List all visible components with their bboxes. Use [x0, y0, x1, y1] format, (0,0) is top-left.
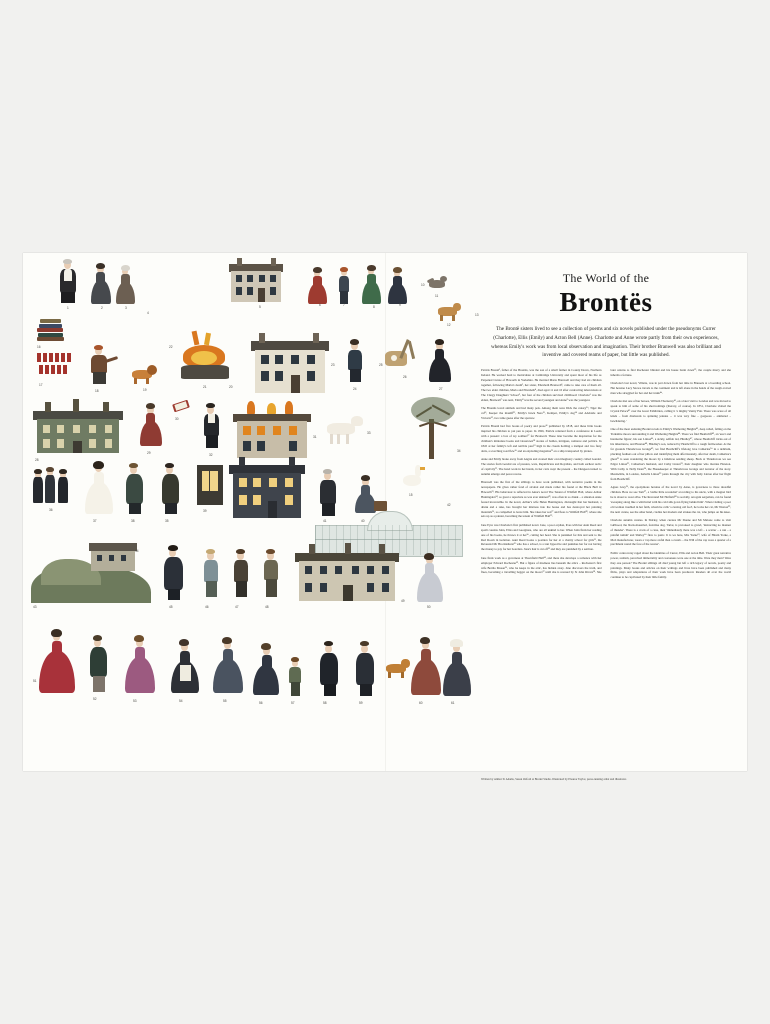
fig-num-16: 16	[37, 345, 41, 349]
fig-num-27: 27	[439, 387, 443, 391]
fig-num-42: 42	[447, 503, 451, 507]
fig-num-51: 51	[33, 679, 37, 683]
poster-credit: Written by Amber St Adams, Susan Oxford at Brontë Studio. Illustrated by Eleanor Taylor, press-running artist and illustrator.	[481, 777, 627, 781]
figure-edgar-linton	[85, 635, 111, 693]
fig-num-37: 37	[93, 519, 97, 523]
body-paragraph: Charlotte's last novel, Villette, was in part drawn from her time in Brussels at a boarding school. Her heroine Lucy Snowe travels to the continent and is left alone in the hands of the rough-voiced men who struggled for her and her trunk⁴⁰.	[610, 381, 731, 396]
fig-num-53: 53	[133, 699, 137, 703]
illustration-wildfell-hall	[33, 399, 123, 455]
body-paragraph: Branwell was the first of the siblings to have work published, with narrative poems in the newspapers. He gives rather fond of alcohol and made rather his found at the Black Bull in Haworth²³. His behaviour is reflected in Anne's novel The Tenant of Wildfell Hall, where Arthur Huntingdon²⁴, so great a reprobate as was ever skinned²⁵, was often in so drunk – a situation Anne feared irreversible. In the novel, Arthur's wife Helen Huntingdon, distraught that her husband, a drunk and a rake, has brought her mistress into the house and has destroyed her painting materials²⁶, so compelled to leave him. She takes her son²⁷ and flees to Wildfell Hall²⁸, where she sets up as a painter, becoming the tenant of Wildfell Hall²⁹.	[481, 480, 602, 519]
illustration-moorland-heights	[31, 537, 151, 603]
fig-num-28: 28	[35, 458, 39, 462]
figure-catherine-ghost	[37, 629, 77, 695]
fig-num-57: 57	[291, 701, 295, 705]
poster-body-columns	[481, 368, 731, 773]
fig-num-29: 29	[147, 451, 151, 455]
body-paragraph: Charlotte autumn curates. In Shirley, when curates Mr Donne and Mr Malone come to visit Girlhood, the black-moustled, foul-like dog, Tartar, is provoked to growl, 'instructing no manner of thunder'. There is a crack of a cane, their 'immediately there was a left – a scatter – a run – a painful tumult' and Shirley⁶⁰ flew to panic. It is we here, Mrs Yorke⁶¹, wife of Hiram Yorke, a Mob manufacturer, wears a 'cap more awful than a cream ... the Will of the cap wore a quarter of a parchment round the face of the wearer'.	[610, 517, 731, 547]
fig-num-38: 38	[131, 519, 135, 523]
illustration-book-thrown	[173, 399, 191, 413]
poster-title-line2: Brontës	[559, 287, 653, 317]
fig-num-25: 25	[379, 363, 383, 367]
body-paragraph: Charlotte met one of her heroes, William Thackeray⁴¹, on a later visit to London and was moved to speak to him of some of his shortcomings (literary, of course). In 1851, Charlotte visited the Crystal Palace⁴² over the Great Exhibition, calling it 'a mighty Vanity Fair. There was scare of all kinds – from diamonds to spinning jennies ... it was very fine – gorgeous – animated – bewildering.'	[610, 399, 731, 424]
figure-mr-hatfield	[315, 641, 343, 697]
fig-num-9: 9	[399, 303, 401, 307]
fig-num-50: 50	[427, 605, 431, 609]
figure-branwell-writing	[85, 345, 119, 385]
fig-num-46: 46	[205, 605, 209, 609]
figure-william-thackeray	[315, 469, 341, 517]
fig-num-10: 10	[421, 283, 425, 287]
poster-intro: The Brontë sisters lived to see a collection of poems and six novels published under the pseudonyms Currer (Charlotte), Ellis (Emily) and Acton Bell (Anne). Charlotte and Anne wrote partly from their own experiences, whereas Emily's work was from local observation and imagination. Their brother Branwell was also brilliant and inventive and covered reams of paper, but little was published.	[491, 326, 721, 359]
fig-num-43: 43	[33, 605, 37, 609]
fig-num-33: 33	[367, 431, 371, 435]
fig-num-54: 54	[179, 699, 183, 703]
figure-heathcliff	[159, 545, 187, 601]
figure-white-dress-bertha	[83, 461, 115, 515]
figure-patrick-bronte	[55, 259, 81, 305]
illustration-white-horse	[323, 415, 365, 445]
illustration-lighted-window	[197, 465, 223, 505]
figure-tom-child	[285, 657, 305, 697]
figure-branwell-bronte	[334, 267, 354, 305]
illustration-thrushcross-grange	[295, 543, 399, 603]
fig-num-1: 1	[67, 306, 69, 310]
figure-isabella-linton	[211, 637, 245, 695]
fig-num-58: 58	[323, 701, 327, 705]
illustration-painting-materials	[383, 339, 419, 373]
figure-charlotte-bronte	[307, 267, 329, 305]
figure-nelly-dean	[169, 639, 201, 695]
fig-num-45: 45	[169, 605, 173, 609]
body-paragraph: Patrick Brontë had five books of poetry and prose¹⁶ published by 1818, and these little books inspired his children to put pen to paper. In 1826, Patrick returned from a conference in Leeds with a present: a box of toy soldiers¹⁷ for Branwell. These later became the inspiration for the children's miniature books and Glasstown¹⁸ stories of battles, intrigues, romance and politics. In 1845 at her family's left and terrible pass¹⁹ high in the clouds holding a trumpet and two fiery darts, a scorching road flew²⁰ and an exploding magazine²¹ on a ship transported by pirates.	[481, 424, 602, 453]
fig-num-7: 7	[343, 303, 345, 307]
fig-num-35: 35	[165, 519, 169, 523]
fig-num-20: 20	[229, 385, 233, 389]
fig-num-13: 13	[475, 313, 479, 317]
figure-group-clergy	[31, 465, 77, 505]
fig-num-8: 8	[373, 305, 375, 309]
poster-title-line1: The World of the	[562, 271, 650, 285]
illustration-bare-tree	[405, 393, 461, 459]
illustration-haworth-parsonage	[227, 258, 285, 302]
fig-num-19: 19	[143, 388, 147, 392]
poster-text-column	[475, 261, 737, 781]
figure-helen-tenant	[139, 403, 163, 447]
figure-arthur-huntingdon	[343, 339, 367, 383]
figure-agnes-grey	[251, 643, 281, 697]
body-paragraph: One of the most enduring Brontë novels is Emily's Wuthering Heights⁴³, deep rolled, falling on the Yorkshire moors surrounding it and Wuthering Heights⁴⁴. There we find Heathcliff⁴⁵, an 'erect and handsome figure', his son Linton⁴⁶, a sickly, selfish lad, Hindley⁴⁷, whose Heathcliff tricks out of his inheritance, and Hareton⁴⁸, Hindley's son, reduced by Heathcliff to a rough farmworker. At the far grounds Thrushcross Grange⁴⁹, we find Heathcliff's lifelong love Catherine⁵⁰ in a delirium, plucking feathers out of her pillow and identifying them affectionately, after her death, Catherine's ghost⁵¹ is seen wandering the moors by a hidebrae sending sheep. Back at Thrushcross we see Edgar Linton⁵², Catherine's husband, and Cathy Linton⁵³, their daughter who marries Hareton. With Cathy is Nelly Dean⁵⁴, the Housekeeper at Thrushcross Grange and narrator of the story. Meanwhile, in London, Isabella Linton⁵⁵ pants through the city with baby Linton after her flight from Heathcliff.	[610, 427, 731, 481]
fig-num-6: 6	[319, 303, 321, 307]
fig-num-49: 49	[401, 599, 405, 603]
brontes-poster	[23, 253, 747, 781]
illustration-black-bull-inn	[251, 331, 329, 393]
figure-shirley	[409, 637, 443, 697]
fig-num-47: 47	[235, 605, 239, 609]
fig-num-44: 44	[135, 549, 139, 553]
figure-linton	[199, 549, 223, 599]
fig-num-17: 17	[39, 383, 43, 387]
fig-num-55: 55	[223, 699, 227, 703]
fig-num-24: 24	[353, 387, 357, 391]
illustration-books-stack	[37, 319, 67, 343]
illustration-burning-thornfield	[233, 401, 311, 459]
figure-mr-weston	[351, 641, 379, 697]
fig-num-52: 52	[93, 697, 97, 701]
body-paragraph: Agnes Grey⁵⁶, the eponymous heroine of the novel by Anne, is governess to three dreadful children. Here we see Tom⁵⁷, a 'stable little scoundrel' according to his uncle, with a magnet bird he is about to roast alive. The Reverend Mr Hatfield⁵⁸ is socially, arrogant sergeman, can be found 'sweeping along like a whirlwind with his cold silk gown flying behind him'. When visiting a poor old woman troubled in her faith, whom he calls 'a cursing old fool', he locks her cat, Mr Weston⁵⁹, the next curate, see the other hand, cradles her modern and strokes the cat, who jumps on his knee.	[610, 484, 731, 514]
fig-num-48: 48	[265, 605, 269, 609]
fig-num-15: 15	[409, 493, 413, 497]
figure-cathy-linton	[123, 635, 157, 695]
fig-num-40: 40	[361, 519, 365, 523]
body-paragraph: Patrick Brontë¹, father of the Brontës, was the son of a small farmer in County Down, Northern Ireland. He worked hard to matriculate at Cambridge University and spent most of his life as Perpetual Curate of Haworth in Yorkshire. He married Maria Branwell and they had six children together, following Maria's death², her sister, Elizabeth Branwell³, came to take care of them all. The two elder children, Maria and Elizabeth⁴, died aged 11 and 10 after contracting tuberculosis at The Clergy Daughters' School⁵, but four of the children survived childhood: Charlotte⁶ was the eldest, Branwell⁷ was next, Emily⁸ was the second youngest and Anne⁹ was the youngest.	[481, 368, 602, 402]
fig-num-60: 60	[419, 701, 423, 705]
body-paragraph: Public controversy raged about the identities of Currer, Ellis and Acton Bell. Their great narrative power, realism, perceived immortality and coarseness were one at the time. Were they men? Were they one person? The Brontë siblings all died young but left a rich legacy of novels, poetry and paintings. Many books and articles on their writings and lives have been published and many films, plays and adaptations of their work have been produced. Readers all over the world continue to be captivated by their little family.	[610, 550, 731, 580]
fig-num-26: 26	[403, 375, 407, 379]
figure-emily-bronte	[361, 265, 383, 305]
fig-num-31: 31	[313, 435, 317, 439]
illustration-keeper-mastiff	[435, 301, 463, 321]
illustration-night-house	[229, 457, 305, 519]
fig-num-21: 21	[203, 385, 207, 389]
illustration-lion	[129, 363, 159, 385]
figure-rochester	[157, 463, 183, 515]
fig-num-36: 36	[49, 508, 53, 512]
figure-catherine-earnshaw	[415, 553, 445, 603]
fig-num-18: 18	[95, 389, 99, 393]
figure-elizabeth-branwell	[115, 265, 137, 305]
fig-num-3: 3	[125, 306, 127, 310]
fig-num-41: 41	[323, 519, 327, 523]
fig-num-30: 30	[175, 417, 179, 421]
body-paragraph: Jane finds work as a governess at Thornfield Hall³⁴, and there she develops a romance with her employer Edward Rochester³⁵. But a figure of madness lies beneath the attics – Rochester's first wife Bertha Mason³⁶, who he keeps in the attic, has hidden away. Jane discovers the truth, and flees, becoming a travelling beggar on the moors³⁷ until she is rescued by St John Rivers³⁸. She later returns to find Rochester blinded and his house burnt down³⁹, the couple marry and she inherits a fortune.	[481, 368, 731, 575]
fig-num-61: 61	[451, 701, 455, 705]
figure-anne-bronte	[387, 267, 409, 305]
fig-num-23: 23	[331, 363, 335, 367]
illustration-field	[23, 253, 479, 771]
fig-num-22: 22	[169, 345, 173, 349]
figure-st-john-rivers	[121, 463, 147, 515]
figure-hindley	[229, 549, 253, 599]
fig-num-5: 5	[259, 305, 261, 309]
body-paragraph: The Brontës loved animals and had many pets. Among them were Dick the canary¹⁰, Tiger the cat¹¹, Keeper the mastiff¹², Emily's hawk Nero¹³, Kemper, Emily's dog¹⁴ and Adelaide and Victoria¹⁵, two tame geese after the sparrow.	[481, 405, 602, 420]
illustration-toy-soldiers	[37, 351, 75, 381]
figure-mrs-yorke	[441, 639, 473, 697]
fig-num-12: 12	[447, 323, 451, 327]
illustration-tiger-cat	[427, 275, 449, 291]
figure-helen-huntingdon	[427, 339, 453, 383]
fig-num-4: 4	[147, 311, 149, 315]
fig-num-32: 32	[209, 453, 213, 457]
body-paragraph: Anne and Emily broke away from Angria and created their own imaginary country called Gondal. The stories from Gondal are of passion, wars, Republicans and Royalists, and both earliest rectic of captivity²². The hotel work in her hands, in her carts wept the present – the Dungeon turned to autumn emerge and peace rescue.	[481, 456, 602, 476]
body-paragraph: Jane Eyre was Charlotte's first published novel. Jane, a poor orphan, lives with her Aunt Reed and spoilt cousins John, Eliza and Georgiana, who are all unkind to her. When John finds her reading one of his books, he throws it at her³⁰, cutting her head. She is punished for this and sent to the Red Room in isolation. Aunt Reed books a position for her at a charity school for girls³¹, the Reverend Mr Brocklehurst³² who has a school, is a taut hypocrite and punishes her for not having the money to pay for her boarders. Jane's hair is cut off³³ and they are punished by a sermon.	[481, 522, 602, 552]
illustration-exploding-magazine	[175, 331, 235, 383]
figure-mr-brocklehurst	[199, 403, 223, 449]
fig-num-11: 11	[435, 294, 439, 298]
illustration-goose	[401, 465, 427, 491]
figure-maria-branwell	[89, 263, 113, 305]
fig-num-56: 56	[259, 701, 263, 705]
fig-num-34: 34	[457, 449, 461, 453]
figure-hareton	[259, 549, 283, 599]
fig-num-39: 39	[203, 509, 207, 513]
fig-num-2: 2	[101, 306, 103, 310]
fig-num-59: 59	[359, 701, 363, 705]
